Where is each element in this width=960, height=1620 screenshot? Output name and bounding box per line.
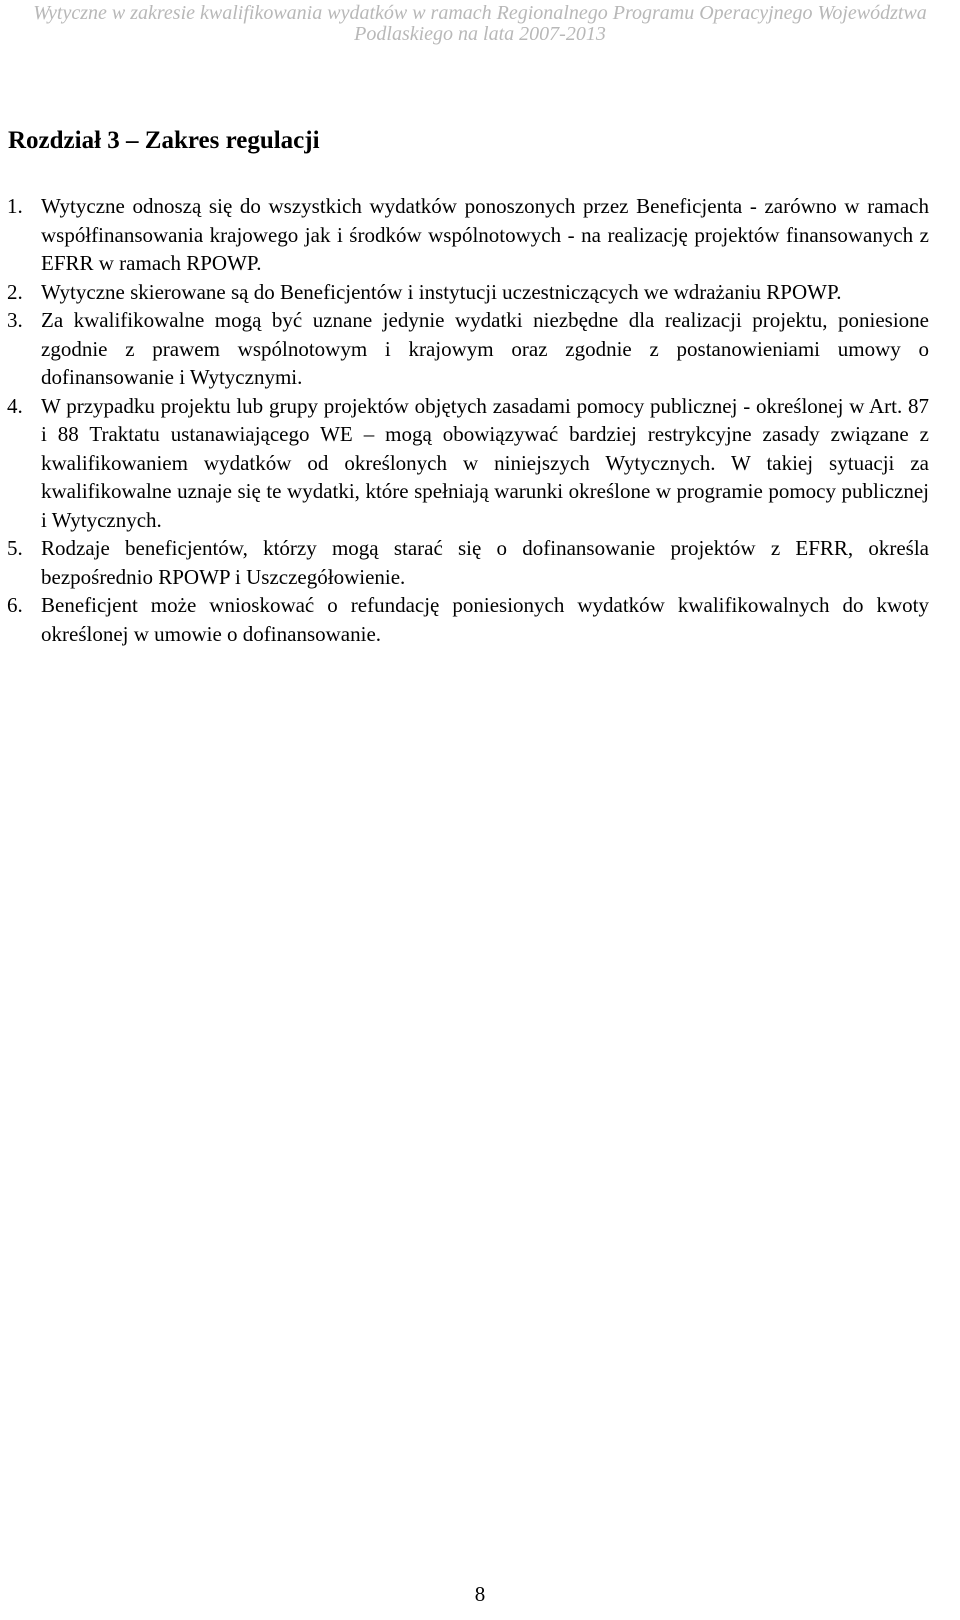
page-number: 8 (474, 1582, 486, 1606)
list-item-text: Wytyczne skierowane są do Beneficjentów i instytucji uczestniczących we wdrażaniu RPOWP. (41, 279, 842, 304)
list-item-text: W przypadku projektu lub grupy projektów objętych zasadami pomocy publicznej - określonej w Art. 87 i 88 Traktatu ustanawiającego WE – mogą obowiązywać bardziej restrykcyjne zasady związane z kwalifikowaniem wydatków od określonych w niniejszych Wytycznych. W takiej sytuacji za kwalifikowalne uznaje się te wydatki, które spełniają warunki określone w programie pomocy publicznej i Wytycznych. (41, 393, 929, 532)
regulation-list (0, 192, 960, 648)
list-item-number: 5. (7, 536, 23, 560)
list-item-text: Wytyczne odnoszą się do wszystkich wydatków ponoszonych przez Beneficjenta - zarówno w ramach współfinansowania krajowego jak i środków wspólnotowych - na realizację projektów finansowanych z EFRR w ramach RPOWP. (41, 194, 929, 275)
list-item (0, 192, 929, 278)
list-item (0, 278, 929, 307)
chapter-title: Rozdział 3 – Zakres regulacji (8, 127, 320, 154)
list-item-number: 2. (7, 279, 23, 304)
running-header-line-2: Podlaskiego na lata 2007-2013 (354, 23, 606, 45)
list-item-text: Rodzaje beneficjentów, którzy mogą starać się o dofinansowanie projektów z EFRR, określa bezpośrednio RPOWP i Uszczegółowienie. (41, 536, 929, 589)
list-item (0, 392, 929, 535)
list-item-number: 6. (7, 593, 23, 617)
running-header-line-1: Wytyczne w zakresie kwalifikowania wydatków w ramach Regionalnego Programu Operacyjnego Województwa (33, 2, 927, 24)
list-item-text: Beneficjent może wnioskować o refundację poniesionych wydatków kwalifikowalnych do kwoty określonej w umowie o dofinansowanie. (41, 593, 929, 646)
list-item-number: 3. (7, 308, 23, 332)
list-item (0, 591, 929, 648)
list-item (0, 534, 929, 591)
list-item-text: Za kwalifikowalne mogą być uznane jedynie wydatki niezbędne dla realizacji projektu, poniesione zgodnie z prawem wspólnotowym i krajowym oraz zgodnie z postanowieniami umowy o dofinansowanie i Wytycznymi. (41, 308, 929, 389)
list-item-number: 1. (7, 194, 23, 218)
list-item-number: 4. (7, 393, 23, 418)
list-item (0, 306, 929, 392)
